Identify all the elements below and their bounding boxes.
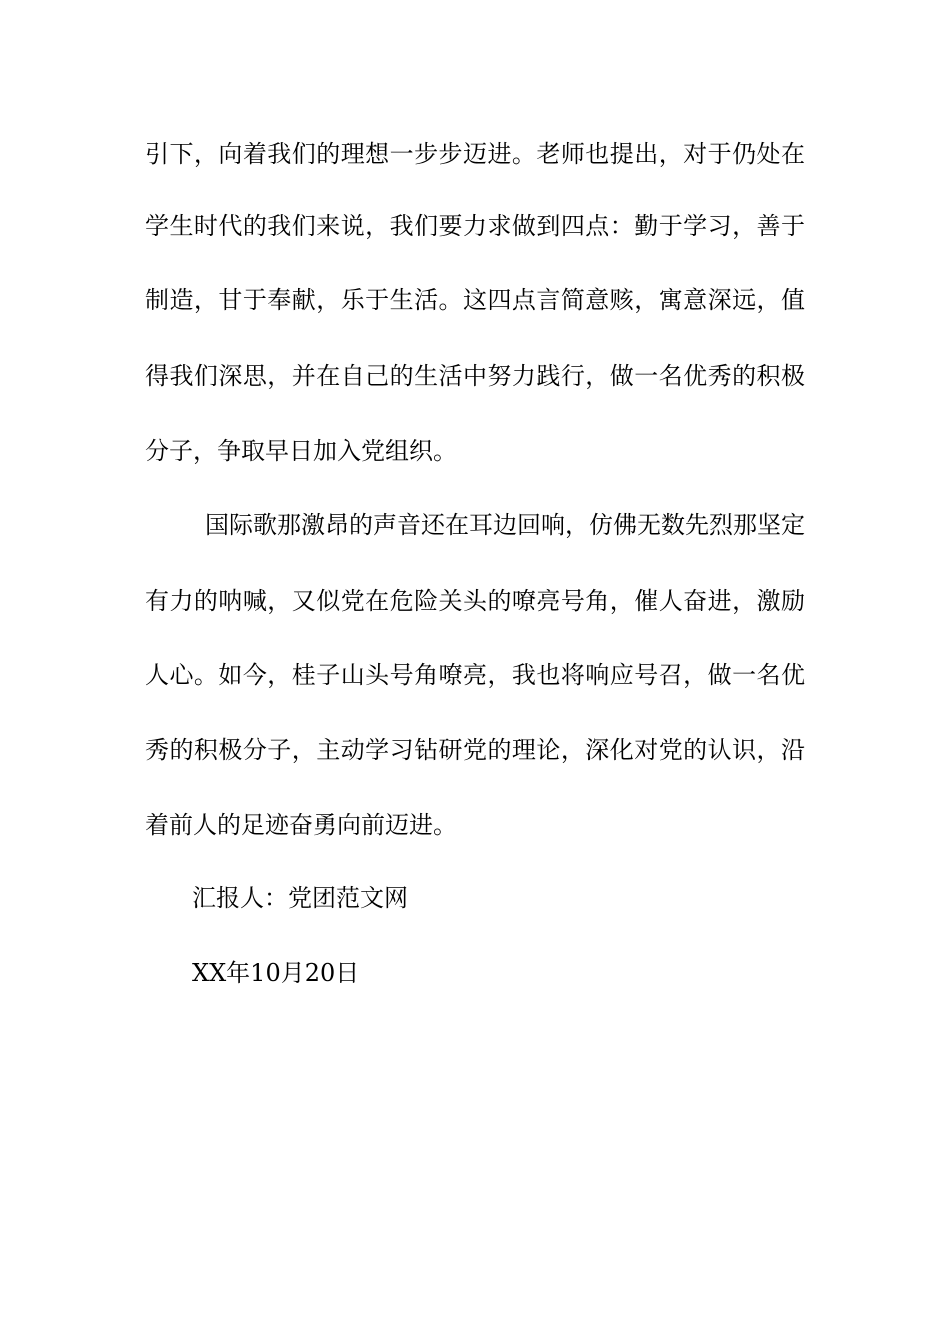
paragraph-1-line-4: 得我们深思，并在自己的生活中努力践行，做一名优秀的积极 xyxy=(145,362,805,390)
reporter-signature: 汇报人：党团范文网 xyxy=(192,884,408,912)
paragraph-2-line-4: 秀的积极分子，主动学习钻研党的理论，深化对党的认识，沿 xyxy=(145,736,805,764)
paragraph-1-line-5: 分子，争取早日加入党组织。 xyxy=(145,437,457,465)
paragraph-1-line-1: 引下，向着我们的理想一步步迈进。老师也提出，对于仍处在 xyxy=(145,140,805,168)
paragraph-2-line-5: 着前人的足迹奋勇向前迈进。 xyxy=(145,811,457,839)
paragraph-1-line-3: 制造，甘于奉献，乐于生活。这四点言简意赅，寓意深远，值 xyxy=(145,286,805,314)
paragraph-2-line-2: 有力的呐喊，又似党在危险关头的嘹亮号角，催人奋进，激励 xyxy=(145,587,805,615)
report-date: XX年10月20日 xyxy=(192,959,360,987)
paragraph-2-line-1: 国际歌那激昂的声音还在耳边回响，仿佛无数先烈那坚定 xyxy=(205,511,805,539)
paragraph-2-line-3: 人心。如今，桂子山头号角嘹亮，我也将响应号召，做一名优 xyxy=(145,661,805,689)
paragraph-1-line-2: 学生时代的我们来说，我们要力求做到四点：勤于学习，善于 xyxy=(145,212,805,240)
